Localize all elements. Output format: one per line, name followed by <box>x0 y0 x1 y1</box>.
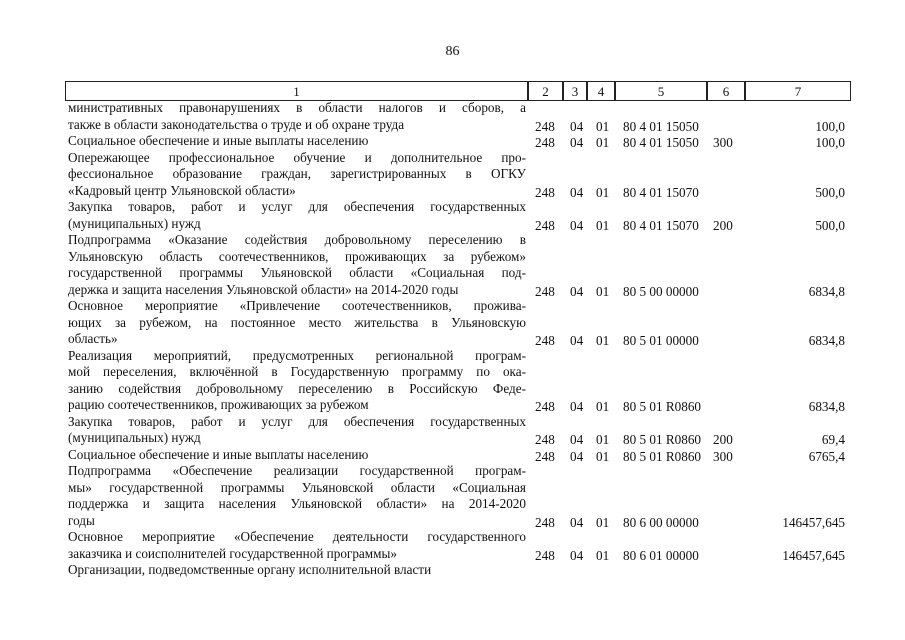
cell-podrazdel: 01 <box>596 333 610 348</box>
description-line: государственной программы Ульяновской области «Социальная под- <box>68 265 526 280</box>
cell-target-article: 80 6 00 00000 <box>623 514 699 530</box>
cell-amount: 100,0 <box>815 118 845 134</box>
row-description <box>68 133 526 150</box>
cell-target-article: 80 5 01 R0860 <box>623 399 702 414</box>
cell-razdel: 04 <box>570 135 584 150</box>
header-col-4: 4 <box>587 81 615 101</box>
cell-amount: 500,0 <box>815 217 845 233</box>
description-line: Закупка товаров, работ и услуг для обеспечения государственных <box>68 199 526 214</box>
cell-amount: 69,4 <box>821 432 845 447</box>
page-number: 86 <box>445 44 460 59</box>
cell-amount: 500,0 <box>815 184 845 200</box>
header-col-3: 3 <box>563 81 587 101</box>
cell-amount: 6765,4 <box>808 448 845 464</box>
cell-podrazdel: 01 <box>596 514 610 530</box>
description-line: фессиональное образование граждан, зарегистрированных в ОГКУ <box>68 166 526 181</box>
description-line: поддержка и защита населения Ульяновской области» на 2014-2020 <box>68 496 526 511</box>
cell-razdel: 04 <box>570 118 584 134</box>
cell-podrazdel: 01 <box>596 432 610 447</box>
description-line: Ульяновскую область соотечественников, проживающих за рубежом» <box>68 248 526 264</box>
description-line: Основное мероприятие «Обеспечение деятельности государственного <box>68 529 526 544</box>
description-line: область» <box>68 331 118 346</box>
row-description <box>68 150 526 200</box>
cell-podrazdel: 01 <box>596 135 610 150</box>
cell-expense-type: 300 <box>713 135 733 150</box>
table-header <box>65 81 851 101</box>
cell-target-article: 80 6 01 00000 <box>623 547 699 563</box>
row-description <box>68 232 526 298</box>
description-line: мы» государственной программы Ульяновской области «Социальная <box>68 479 526 495</box>
description-line: заказчика и соисполнителей государственной программы» <box>68 545 397 561</box>
cell-vedomstvo: 248 <box>535 514 555 530</box>
row-description <box>68 562 526 579</box>
cell-target-article: 80 4 01 15050 <box>623 135 699 150</box>
header-col-6: 6 <box>707 81 745 101</box>
cell-podrazdel: 01 <box>596 448 610 464</box>
cell-target-article: 80 5 01 00000 <box>623 333 699 348</box>
header-col-5: 5 <box>615 81 707 101</box>
cell-expense-type: 200 <box>713 217 733 233</box>
row-description <box>68 463 526 529</box>
description-line: занию содействия добровольному переселению в Российскую Феде- <box>68 380 526 396</box>
cell-amount: 6834,8 <box>808 333 845 348</box>
cell-amount: 6834,8 <box>808 399 845 414</box>
cell-podrazdel: 01 <box>596 118 610 134</box>
description-line: Подпрограмма «Обеспечение реализации государственной програм- <box>68 463 526 478</box>
header-col-2: 2 <box>528 81 563 101</box>
cell-vedomstvo: 248 <box>535 547 555 563</box>
description-line: «Кадровый центр Ульяновской области» <box>68 182 296 198</box>
description-line: министративных правонарушениях в области налогов и сборов, а <box>68 100 526 115</box>
description-line: Основное мероприятие «Привлечение соотечественников, прожива- <box>68 298 526 313</box>
cell-podrazdel: 01 <box>596 547 610 563</box>
cell-podrazdel: 01 <box>596 217 610 233</box>
cell-razdel: 04 <box>570 333 584 348</box>
cell-target-article: 80 4 01 15050 <box>623 118 699 134</box>
header-col-1: 1 <box>65 81 528 101</box>
cell-razdel: 04 <box>570 547 584 563</box>
cell-amount: 146457,645 <box>782 514 845 530</box>
cell-razdel: 04 <box>570 399 584 414</box>
cell-razdel: 04 <box>570 217 584 233</box>
cell-target-article: 80 4 01 15070 <box>623 184 699 200</box>
row-description <box>68 447 526 464</box>
cell-vedomstvo: 248 <box>535 448 555 464</box>
description-line: держка и защита населения Ульяновской области» на 2014-2020 годы <box>68 281 459 297</box>
description-line: Социальное обеспечение и иные выплаты населению <box>68 133 369 148</box>
description-line: (муниципальных) нужд <box>68 215 201 231</box>
description-line: Закупка товаров, работ и услуг для обеспечения государственных <box>68 413 526 429</box>
cell-vedomstvo: 248 <box>535 118 555 134</box>
cell-vedomstvo: 248 <box>535 432 555 447</box>
description-line: Опережающее профессиональное обучение и дополнительное про- <box>68 149 526 165</box>
cell-podrazdel: 01 <box>596 184 610 200</box>
cell-vedomstvo: 248 <box>535 184 555 200</box>
cell-podrazdel: 01 <box>596 399 610 414</box>
description-line: также в области законодательства о труде и об охране труда <box>68 116 405 132</box>
description-line: (муниципальных) нужд <box>68 430 201 445</box>
row-description <box>68 348 526 414</box>
row-description <box>68 529 526 562</box>
cell-vedomstvo: 248 <box>535 333 555 348</box>
row-description <box>68 100 526 133</box>
header-col-7: 7 <box>745 81 851 101</box>
cell-amount: 146457,645 <box>782 547 845 563</box>
cell-razdel: 04 <box>570 184 584 200</box>
cell-razdel: 04 <box>570 514 584 530</box>
cell-target-article: 80 5 00 00000 <box>623 283 699 299</box>
description-line: Организации, подведомственные органу исполнительной власти <box>68 562 432 577</box>
cell-razdel: 04 <box>570 432 584 447</box>
cell-vedomstvo: 248 <box>535 283 555 299</box>
cell-target-article: 80 4 01 15070 <box>623 217 699 233</box>
cell-amount: 100,0 <box>815 135 845 150</box>
cell-vedomstvo: 248 <box>535 135 555 150</box>
cell-amount: 6834,8 <box>808 283 845 299</box>
cell-target-article: 80 5 01 R0860 <box>623 432 702 447</box>
description-line: Подпрограмма «Оказание содействия добровольному переселению в <box>68 232 526 247</box>
cell-vedomstvo: 248 <box>535 399 555 414</box>
cell-expense-type: 200 <box>713 432 733 447</box>
description-line: Реализация мероприятий, предусмотренных региональной програм- <box>68 347 526 363</box>
row-description <box>68 414 526 447</box>
description-line: Социальное обеспечение и иные выплаты населению <box>68 446 369 462</box>
description-line: годы <box>68 512 95 528</box>
description-line: мой переселения, включённой в Государственную программу по ока- <box>68 364 526 379</box>
description-line: ющих за рубежом, на постоянное место жительства в Ульяновскую <box>68 314 526 330</box>
row-description <box>68 199 526 232</box>
cell-expense-type: 300 <box>713 448 733 464</box>
cell-target-article: 80 5 01 R0860 <box>623 448 702 464</box>
cell-podrazdel: 01 <box>596 283 610 299</box>
cell-razdel: 04 <box>570 448 584 464</box>
description-line: рацию соотечественников, проживающих за рубежом <box>68 397 369 412</box>
row-description <box>68 298 526 348</box>
cell-vedomstvo: 248 <box>535 217 555 233</box>
cell-razdel: 04 <box>570 283 584 299</box>
